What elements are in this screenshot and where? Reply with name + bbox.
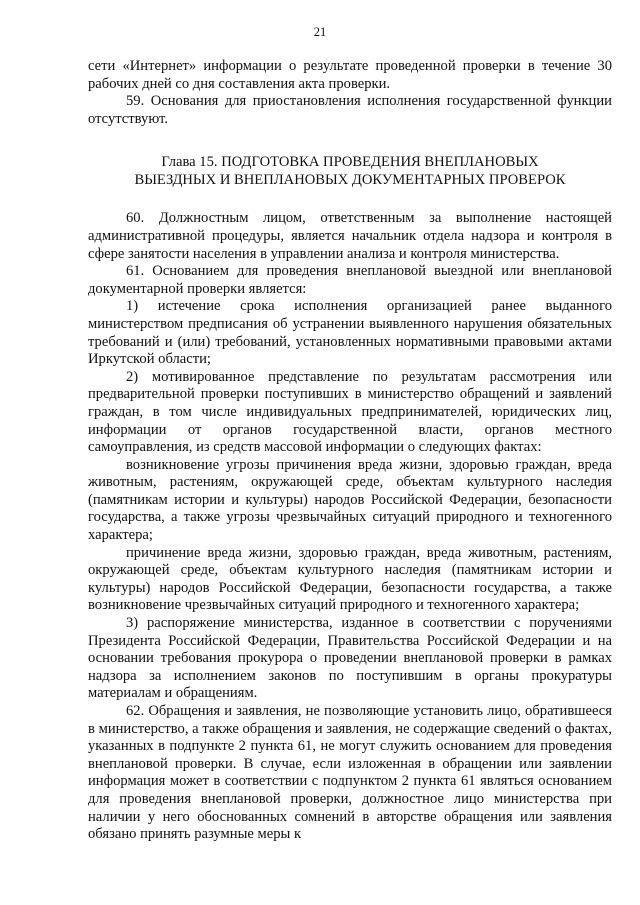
- paragraph-61-item-3: 3) распоряжение министерства, изданное в соответствии с поручениями Президента Российской Федерации, Правительства Российской Федерации и на основании требования прокурора о проведении внеплановой проверки в рамках надзора за исполнением законов по поступившим в органы прокуратуры материалам и обращениям.: [88, 615, 612, 702]
- paragraph-61-item-2: 2) мотивированное представление по результатам рассмотрения или предварительной проверки поступивших в министерство обращений и заявлений граждан, в том числе индивидуальных предпринимателей, юридических лиц, информации от органов государственной власти, органов местного самоуправления, из средств массовой информации о следующих фактах:: [88, 368, 612, 456]
- chapter-title-line-1: Глава 15. ПОДГОТОВКА ПРОВЕДЕНИЯ ВНЕПЛАНОВЫХ: [161, 154, 539, 171]
- paragraph-61-item-2-fact-a: возникновение угрозы причинения вреда жизни, здоровью граждан, вреда животным, растениям, окружающей среде, объектам культурного наследия (памятникам истории и культуры) народов Российской Федерации, безопасности государства, а также угрозы чрезвычайных ситуаций природного и техногенного характера;: [88, 456, 612, 544]
- paragraph-61-item-1: 1) истечение срока исполнения организацией ранее выданного министерством предписания об устранении выявленного нарушения обязательных требований и (или) требований, установленных нормативными правовыми актами Иркутской области;: [88, 298, 612, 368]
- chapter-title: [88, 154, 612, 189]
- continuation-paragraph: сети «Интернет» информации о результате проведенной проверки в течение 30 рабочих дней со дня составления акта проверки.: [88, 58, 612, 92]
- document-body: [88, 58, 612, 844]
- paragraph-61-item-2-fact-b: причинение вреда жизни, здоровью граждан, вреда животным, растениям, окружающей среде, объектам культурного наследия (памятникам истории и культуры) народов Российской Федерации, безопасности государства, а также возникновение чрезвычайных ситуаций природного и техногенного характера;: [88, 544, 612, 614]
- paragraph-62: 62. Обращения и заявления, не позволяющие установить лицо, обратившееся в министерство, а также обращения и заявления, не содержащие сведений о фактах, указанных в подпункте 2 пункта 61, не могут служить основанием для проведения внеплановой проверки. В случае, если изложенная в обращении или заявлении информация может в соответствии с подпунктом 2 пункта 61 являться основанием для проведения внеплановой проверки, должностное лицо министерства при наличии у него обоснованных сомнений в авторстве обращения или заявления обязано принять разумные меры к: [88, 703, 612, 843]
- chapter-title-line-2: ВЫЕЗДНЫХ И ВНЕПЛАНОВЫХ ДОКУМЕНТАРНЫХ ПРОВЕРОК: [134, 171, 566, 188]
- paragraph-60: 60. Должностным лицом, ответственным за выполнение настоящей административной процедуры, является начальник отдела надзора и контроля в сфере занятости населения в управлении анализа и контроля министерства.: [88, 210, 612, 262]
- paragraph-59: 59. Основания для приостановления исполнения государственной функции отсутствуют.: [88, 93, 612, 127]
- page-number: 21: [313, 25, 327, 39]
- paragraph-61: 61. Основанием для проведения внеплановой выездной или внеплановой документарной проверки является:: [88, 263, 612, 297]
